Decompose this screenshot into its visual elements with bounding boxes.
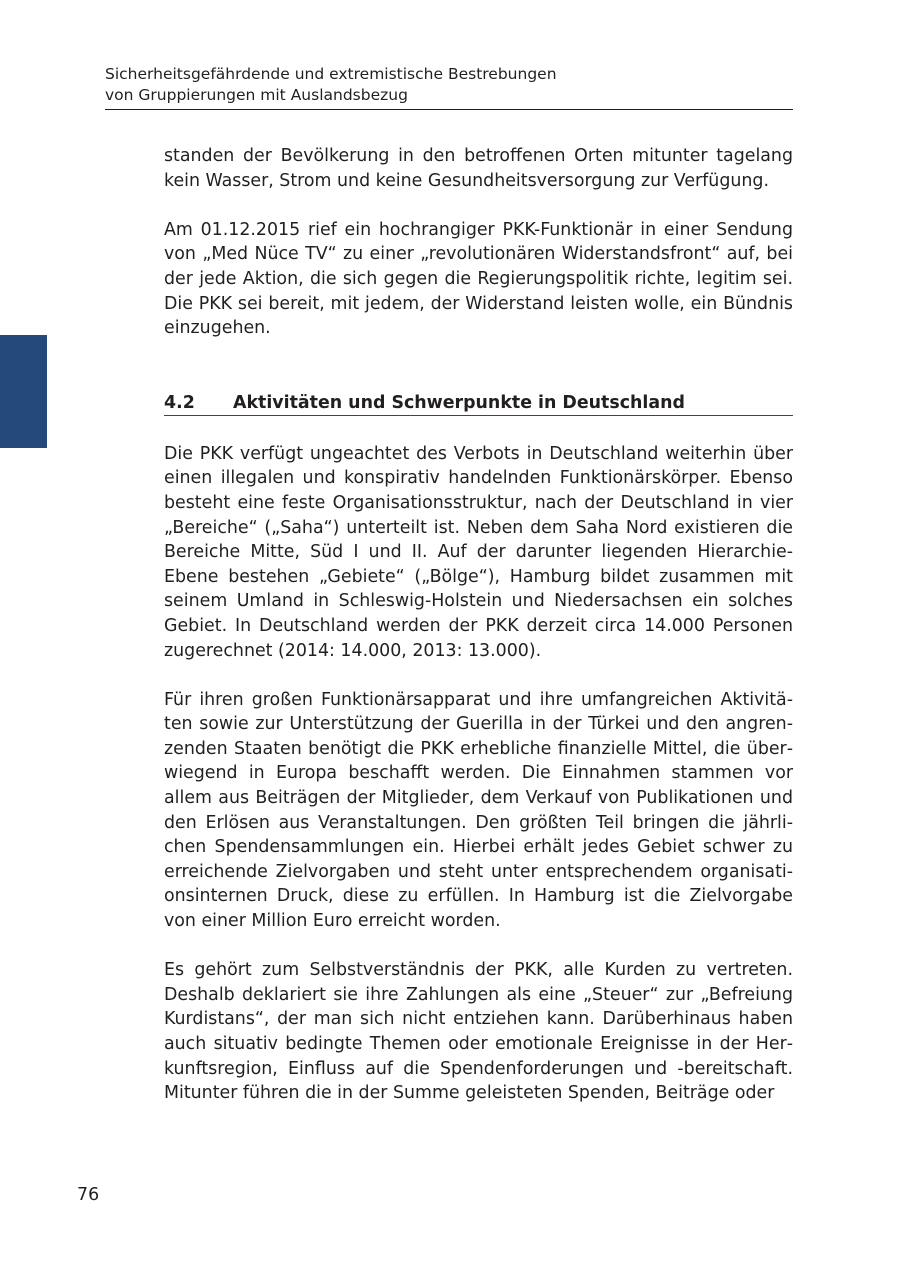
chapter-side-tab — [0, 335, 47, 448]
page-number: 76 — [77, 1185, 100, 1205]
running-header-line-1: Sicherheitsgefährdende und extremistische Bestrebungen — [105, 65, 557, 83]
paragraph: Für ihren großen Funktionärsapparat und ihre umfangreichen Aktivitäten sowie zur Unterstützung der Guerilla in der Türkei und den angrenzenden Staaten benötigt die PKK erhebliche finanzielle Mittel, die überwiegend in Europa beschafft werden. Die Einnahmen stammen vor allem aus Beiträgen der Mitglieder, dem Verkauf von Publikationen und den Erlösen aus Veranstaltungen. Den größten Teil bringen die jährlichen Spendensammlungen ein. Hierbei erhält jedes Gebiet schwer zu erreichende Zielvorgaben und steht unter entsprechendem organisationsinternen Druck, diese zu erfüllen. In Hamburg ist die Zielvorgabe von einer Million Euro erreicht worden. — [164, 689, 793, 932]
main-text — [164, 144, 793, 1106]
paragraph: standen der Bevölkerung in den betroffenen Orten mitunter tagelang kein Wasser, Strom und keine Gesundheitsversorgung zur Verfügung. — [164, 146, 793, 191]
running-header — [105, 64, 793, 110]
section-heading — [164, 391, 793, 416]
section-number: 4.2 — [164, 392, 195, 413]
paragraph: Die PKK verfügt ungeachtet des Verbots in Deutschland weiterhin über einen illegalen und konspirativ handelnden Funktionärskörper. Ebenso besteht eine feste Organisationsstruktur, nach der Deutschland in vier „Bereiche“ („Saha“) unterteilt ist. Neben dem Saha Nord existieren die Bereiche Mitte, Süd I und II. Auf der darunter liegenden Hierarchie-Ebene bestehen „Gebiete“ („Bölge“), Hamburg bildet zusammen mit seinem Umland in Schleswig-Holstein und Niedersachsen ein solches Gebiet. In Deutschland werden der PKK derzeit circa 14.000 Personen zugerechnet (2014: 14.000, 2013: 13.000). — [164, 443, 793, 661]
running-header-line-2: von Gruppierungen mit Auslandsbezug — [105, 86, 408, 104]
paragraph: Es gehört zum Selbstverständnis der PKK, alle Kurden zu vertreten. Deshalb deklariert sie ihre Zahlungen als eine „Steuer“ zur „Befreiung Kurdistans“, der man sich nicht entziehen kann. Darüberhinaus haben auch situativ bedingte Themen oder emotionale Ereignisse in der Herkunftsregion, Einfluss auf die Spendenforderungen und -bereitschaft. Mitunter führen die in der Summe geleisteten Spenden, Beiträge oder — [164, 960, 793, 1104]
section-title: Aktivitäten und Schwerpunkte in Deutschland — [233, 392, 685, 413]
paragraph: Am 01.12.2015 rief ein hochrangiger PKK-Funktionär in einer Sendung von „Med Nüce TV“ zu einer „revolutionären Widerstandsfront“ auf, bei der jede Aktion, die sich gegen die Regierungspolitik richte, legitim sei. Die PKK sei bereit, mit jedem, der Widerstand leisten wolle, ein Bündnis einzugehen. — [164, 219, 793, 339]
